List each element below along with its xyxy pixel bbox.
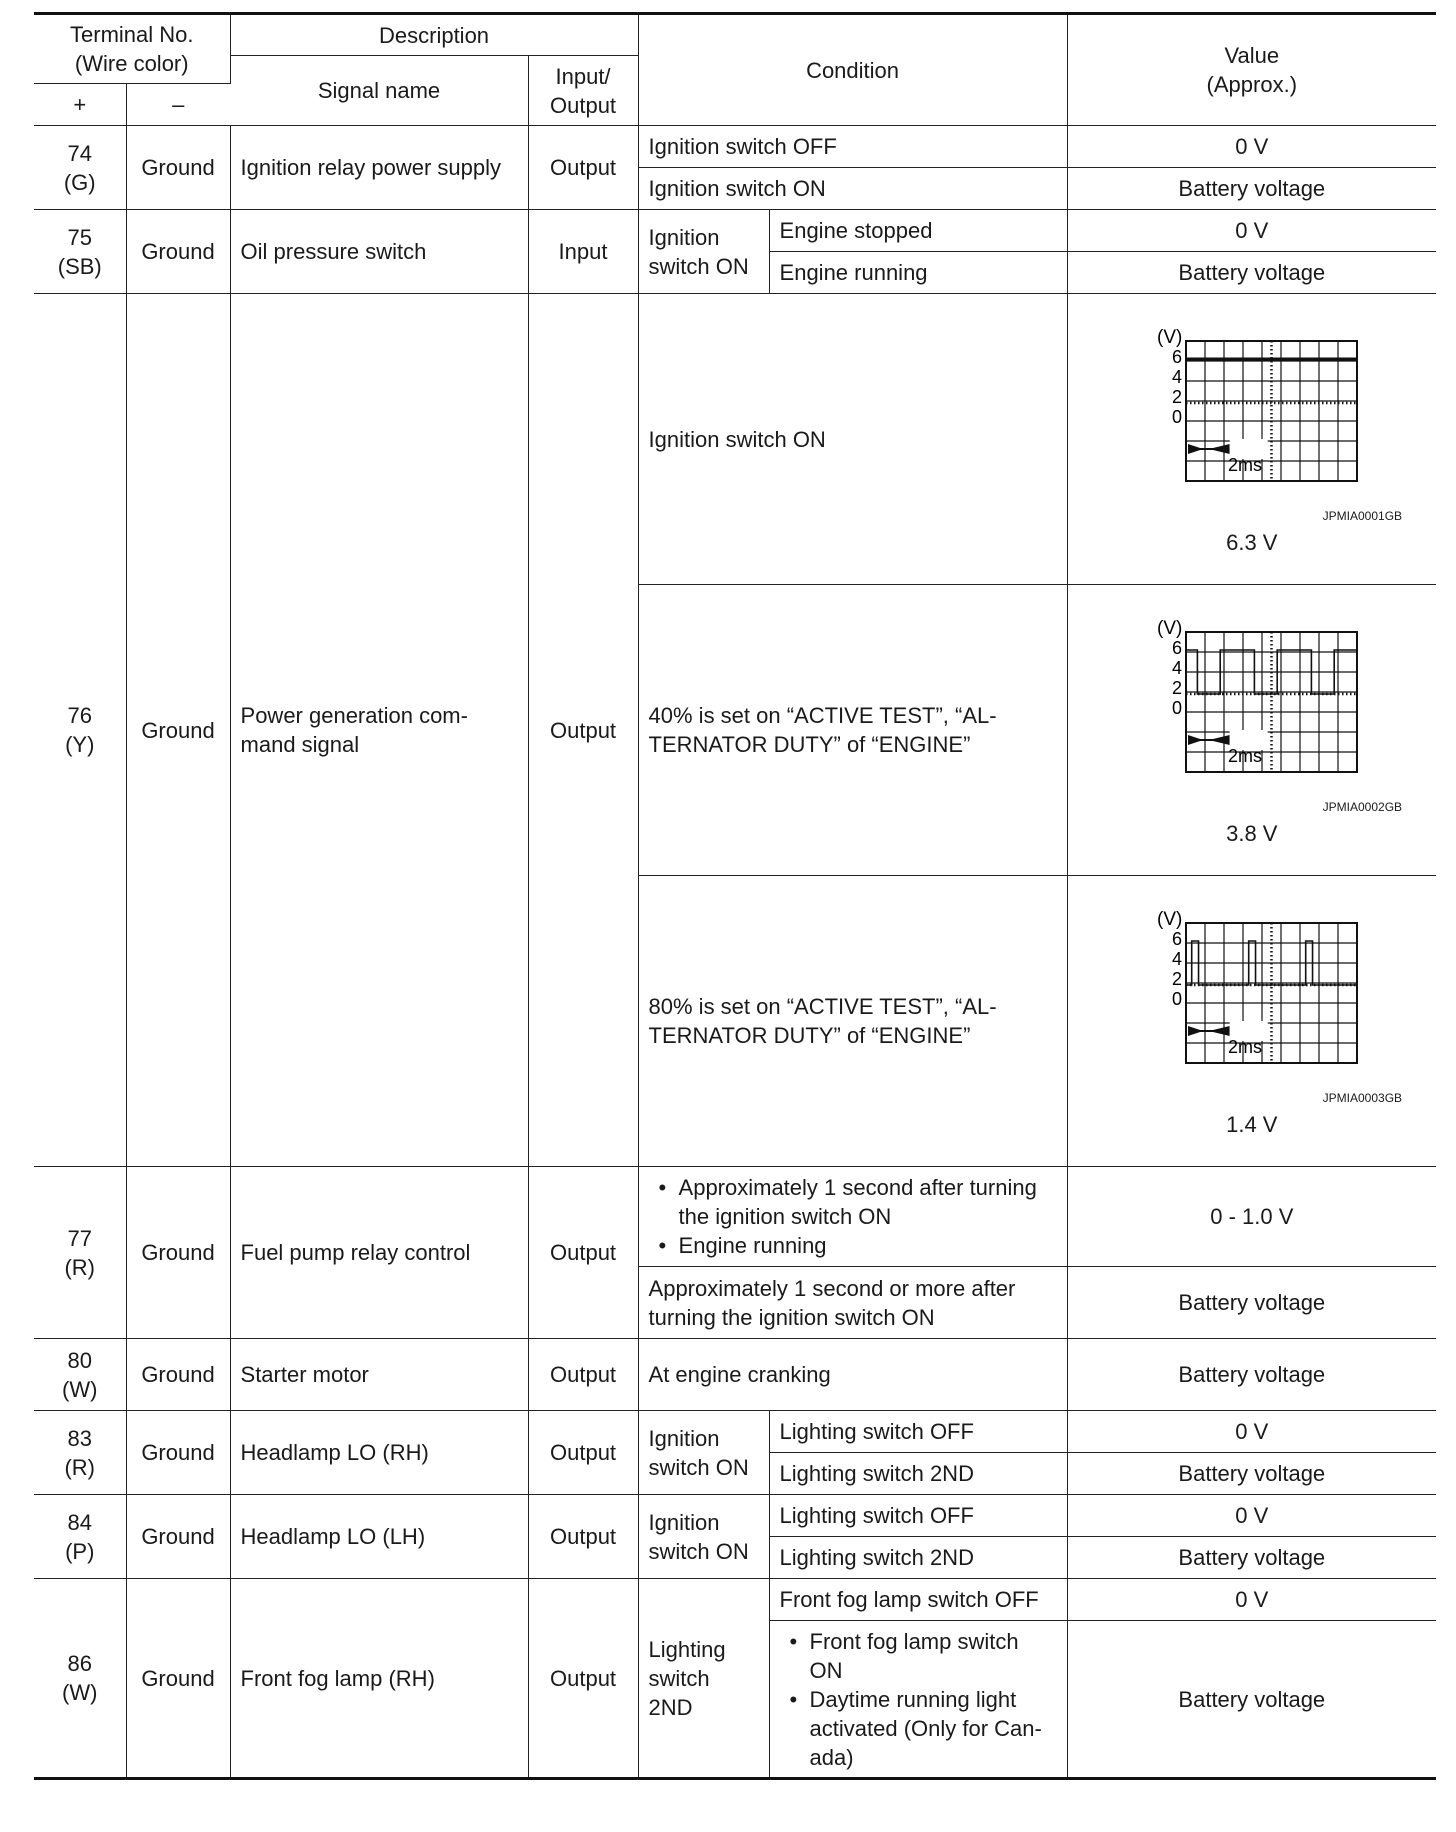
condition-main-cell: Lighting switch 2ND [638, 1579, 769, 1779]
oscilloscope-figure [1068, 321, 1437, 557]
scope-time-label: 2ms [1227, 746, 1262, 766]
scope-value: 1.4 V [1226, 1112, 1278, 1137]
terminal-table [34, 12, 1436, 1780]
value-cell [1067, 585, 1436, 876]
oscilloscope-waveform-80pct [1102, 903, 1402, 1093]
table-row [34, 1495, 1436, 1537]
figure-id: JPMIA0003GB [1322, 1091, 1403, 1105]
value-cell: 0 - 1.0 V [1067, 1167, 1436, 1267]
table-row [34, 294, 1436, 585]
condition-sub-cell: Engine running [769, 252, 1067, 294]
condition-cell: Approximately 1 second or more after turning the ignition switch ON [638, 1267, 1067, 1339]
table-row [34, 210, 1436, 252]
value-cell: Battery voltage [1067, 1339, 1436, 1411]
header-value: Value (Approx.) [1067, 14, 1436, 126]
scope-unit-label: (V) [1156, 327, 1183, 348]
terminal-cell: 77 (R) [34, 1167, 126, 1339]
table-row [34, 126, 1436, 168]
scope-tick-label: 6 [1171, 347, 1182, 367]
ground-cell: Ground [126, 210, 230, 294]
header-condition: Condition [638, 14, 1067, 126]
value-cell: Battery voltage [1067, 1537, 1436, 1579]
io-cell: Output [528, 126, 638, 210]
scope-tick-label: 0 [1171, 407, 1182, 427]
value-cell: Battery voltage [1067, 168, 1436, 210]
value-cell [1067, 876, 1436, 1167]
condition-cell: At engine cranking [638, 1339, 1067, 1411]
header-terminal: Terminal No. (Wire color) [34, 14, 230, 84]
list-item: • Engine running [665, 1231, 1057, 1260]
header-plus: + [34, 84, 126, 126]
header-minus: – [126, 84, 230, 126]
value-cell: 0 V [1067, 1411, 1436, 1453]
ground-cell: Ground [126, 1495, 230, 1579]
figure-id: JPMIA0002GB [1322, 800, 1403, 814]
io-cell: Output [528, 1495, 638, 1579]
condition-main-cell: Ignition switch ON [638, 1495, 769, 1579]
value-cell: 0 V [1067, 1579, 1436, 1621]
scope-tick-label: 0 [1171, 698, 1182, 718]
terminal-cell: 80 (W) [34, 1339, 126, 1411]
table-row [34, 1411, 1436, 1453]
condition-bullets [780, 1627, 1057, 1772]
scope-arrow-left [1209, 735, 1230, 745]
signal-cell: Fuel pump relay control [230, 1167, 528, 1339]
io-cell: Output [528, 1339, 638, 1411]
condition-bullets [649, 1173, 1057, 1260]
condition-cell: 40% is set on “ACTIVE TEST”, “AL- TERNATOR DUTY” of “ENGINE” [638, 585, 1067, 876]
ground-cell: Ground [126, 126, 230, 210]
scope-tick-label: 2 [1171, 678, 1182, 698]
scope-arrow-right [1188, 444, 1203, 454]
terminal-cell: 74 (G) [34, 126, 126, 210]
scope-arrow-right [1188, 735, 1203, 745]
signal-cell: Ignition relay power supply [230, 126, 528, 210]
condition-sub-cell: Lighting switch OFF [769, 1411, 1067, 1453]
value-cell: 0 V [1067, 126, 1436, 168]
oscilloscope-figure [1068, 903, 1437, 1139]
signal-cell: Starter motor [230, 1339, 528, 1411]
condition-cell: Ignition switch ON [638, 294, 1067, 585]
signal-cell: Headlamp LO (LH) [230, 1495, 528, 1579]
scope-unit-label: (V) [1156, 618, 1183, 639]
scope-tick-label: 6 [1171, 638, 1182, 658]
signal-cell: Oil pressure switch [230, 210, 528, 294]
list-item: • Approximately 1 second after turning the ignition switch ON [665, 1173, 1057, 1231]
condition-sub-cell: Lighting switch OFF [769, 1495, 1067, 1537]
condition-main-cell: Ignition switch ON [638, 210, 769, 294]
ground-cell: Ground [126, 1167, 230, 1339]
terminal-cell: 83 (R) [34, 1411, 126, 1495]
ground-cell: Ground [126, 1339, 230, 1411]
scope-time-label: 2ms [1227, 455, 1262, 475]
condition-cell: Ignition switch OFF [638, 126, 1067, 168]
io-cell: Output [528, 294, 638, 1167]
scope-tick-label: 2 [1171, 387, 1182, 407]
scope-arrow-left [1209, 444, 1230, 454]
value-cell: Battery voltage [1067, 1267, 1436, 1339]
scope-value: 3.8 V [1226, 821, 1278, 846]
scope-arrow-left [1209, 1026, 1230, 1036]
signal-cell: Headlamp LO (RH) [230, 1411, 528, 1495]
io-cell: Output [528, 1167, 638, 1339]
io-cell: Input [528, 210, 638, 294]
terminal-cell: 75 (SB) [34, 210, 126, 294]
condition-sub-cell: Front fog lamp switch OFF [769, 1579, 1067, 1621]
condition-sub-cell: Engine stopped [769, 210, 1067, 252]
table-row [34, 1579, 1436, 1621]
io-cell: Output [528, 1579, 638, 1779]
oscilloscope-waveform-6v [1102, 321, 1402, 511]
condition-sub-cell [769, 1621, 1067, 1779]
ground-cell: Ground [126, 1579, 230, 1779]
oscilloscope-figure [1068, 612, 1437, 848]
condition-cell: 80% is set on “ACTIVE TEST”, “AL- TERNATOR DUTY” of “ENGINE” [638, 876, 1067, 1167]
header-input-output: Input/ Output [528, 56, 638, 126]
condition-cell [638, 1167, 1067, 1267]
terminal-cell: 76 (Y) [34, 294, 126, 1167]
condition-cell: Ignition switch ON [638, 168, 1067, 210]
value-cell: Battery voltage [1067, 1621, 1436, 1779]
condition-sub-cell: Lighting switch 2ND [769, 1453, 1067, 1495]
value-cell: Battery voltage [1067, 252, 1436, 294]
table-row [34, 1167, 1436, 1267]
list-item: • Daytime running light activated (Only for Can- ada) [796, 1685, 1057, 1772]
condition-sub-cell: Lighting switch 2ND [769, 1537, 1067, 1579]
scope-arrow-right [1188, 1026, 1203, 1036]
scope-tick-label: 6 [1171, 929, 1182, 949]
header-signal-name: Signal name [230, 56, 528, 126]
scope-tick-label: 4 [1171, 658, 1182, 678]
ground-cell: Ground [126, 294, 230, 1167]
terminal-cell: 86 (W) [34, 1579, 126, 1779]
header-description: Description [230, 14, 638, 56]
oscilloscope-waveform-40pct [1102, 612, 1402, 802]
signal-cell: Power generation com- mand signal [230, 294, 528, 1167]
table-row [34, 1339, 1436, 1411]
scope-tick-label: 4 [1171, 367, 1182, 387]
scope-unit-label: (V) [1156, 909, 1183, 930]
value-cell: 0 V [1067, 210, 1436, 252]
terminal-cell: 84 (P) [34, 1495, 126, 1579]
scope-tick-label: 0 [1171, 989, 1182, 1009]
figure-id: JPMIA0001GB [1322, 509, 1403, 523]
io-cell: Output [528, 1411, 638, 1495]
scope-tick-label: 2 [1171, 969, 1182, 989]
value-cell [1067, 294, 1436, 585]
condition-main-cell: Ignition switch ON [638, 1411, 769, 1495]
value-cell: 0 V [1067, 1495, 1436, 1537]
scope-tick-label: 4 [1171, 949, 1182, 969]
value-cell: Battery voltage [1067, 1453, 1436, 1495]
list-item: • Front fog lamp switch ON [796, 1627, 1057, 1685]
ground-cell: Ground [126, 1411, 230, 1495]
scope-value: 6.3 V [1226, 530, 1278, 555]
signal-cell: Front fog lamp (RH) [230, 1579, 528, 1779]
scope-time-label: 2ms [1227, 1037, 1262, 1057]
